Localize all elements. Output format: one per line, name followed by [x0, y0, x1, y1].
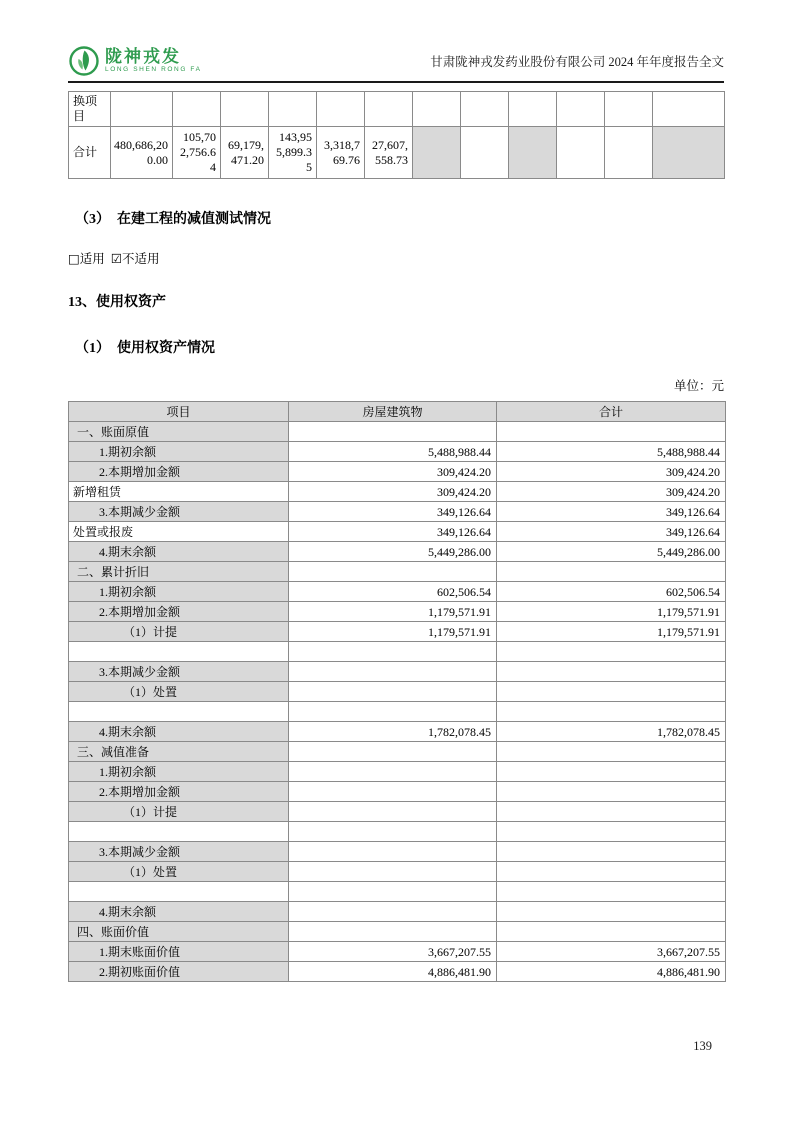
- logo-brand-subtitle: LONG SHEN RONG FA: [105, 66, 202, 74]
- row-label: 新增租赁: [69, 482, 289, 502]
- value-cell: [289, 562, 497, 582]
- value-cell: [497, 882, 726, 902]
- value-cell: 309,424.20: [497, 482, 726, 502]
- row-label: （1）计提: [69, 802, 289, 822]
- rou-table-body: [69, 422, 726, 982]
- empty-cell: [557, 92, 605, 127]
- value-cell: [289, 902, 497, 922]
- empty-cell: [653, 92, 725, 127]
- row-label: 2.本期增加金额: [69, 462, 289, 482]
- row-label: （1）处置: [69, 682, 289, 702]
- empty-cell: [173, 92, 221, 127]
- logo-brand-name: 陇神戎发: [105, 47, 181, 67]
- value-cell: [289, 702, 497, 722]
- value-cell: 5,488,988.44: [289, 442, 497, 462]
- value-cell: 4,886,481.90: [497, 962, 726, 982]
- logo-mark-icon: [68, 45, 100, 77]
- value-cell: 4,886,481.90: [289, 962, 497, 982]
- row-label: 1.期末账面价值: [69, 942, 289, 962]
- continued-table-body: [69, 92, 725, 179]
- row-label: 2.期初账面价值: [69, 962, 289, 982]
- value-cell: [289, 862, 497, 882]
- value-cell: [497, 682, 726, 702]
- value-cell: 3,667,207.55: [497, 942, 726, 962]
- empty-cell: [509, 127, 557, 179]
- row-label: 四、账面价值: [69, 922, 289, 942]
- value-cell: [497, 902, 726, 922]
- row-label: 3.本期减少金额: [69, 842, 289, 862]
- table-row: [69, 782, 726, 802]
- empty-cell: [317, 92, 365, 127]
- value-cell: [289, 922, 497, 942]
- table-row: [69, 642, 726, 662]
- total-value-cell: 105,702,756.64: [173, 127, 221, 179]
- table-row: [69, 702, 726, 722]
- table-row: [69, 602, 726, 622]
- page-header: [68, 45, 724, 83]
- empty-cell: [461, 92, 509, 127]
- table-row: [69, 842, 726, 862]
- table-row: [69, 482, 726, 502]
- company-logo: [68, 45, 202, 77]
- right-of-use-assets-table: [68, 401, 726, 982]
- table-row: [69, 542, 726, 562]
- table-row: [69, 127, 725, 179]
- row-label: 一、账面原值: [69, 422, 289, 442]
- row-label: 三、减值准备: [69, 742, 289, 762]
- row-label: 2.本期增加金额: [69, 782, 289, 802]
- row-label: （1）计提: [69, 622, 289, 642]
- empty-cell: [221, 92, 269, 127]
- value-cell: [497, 762, 726, 782]
- value-cell: [289, 662, 497, 682]
- table-row: [69, 562, 726, 582]
- empty-cell: [111, 92, 173, 127]
- value-cell: 349,126.64: [289, 502, 497, 522]
- applicability-line: [68, 249, 724, 267]
- page-number: 139: [693, 1039, 712, 1053]
- value-cell: 1,782,078.45: [289, 722, 497, 742]
- value-cell: 309,424.20: [289, 482, 497, 502]
- value-cell: [497, 922, 726, 942]
- row-label: [69, 642, 289, 662]
- row-label: 4.期末余额: [69, 722, 289, 742]
- table-row: [69, 942, 726, 962]
- col-header-total: 合计: [497, 402, 726, 422]
- table-row: [69, 882, 726, 902]
- table-row: [69, 962, 726, 982]
- row-label: 处置或报废: [69, 522, 289, 542]
- total-value-cell: 27,607,558.73: [365, 127, 413, 179]
- table-row: [69, 92, 725, 127]
- value-cell: [289, 822, 497, 842]
- table-row: [69, 422, 726, 442]
- value-cell: [497, 782, 726, 802]
- row-label: 3.本期减少金额: [69, 502, 289, 522]
- value-cell: 5,449,286.00: [497, 542, 726, 562]
- value-cell: [289, 882, 497, 902]
- table-row: [69, 922, 726, 942]
- value-cell: 1,179,571.91: [497, 622, 726, 642]
- row-label: 1.期初余额: [69, 762, 289, 782]
- row-label: [69, 882, 289, 902]
- value-cell: 1,179,571.91: [289, 622, 497, 642]
- empty-cell: [413, 127, 461, 179]
- empty-cell: [413, 92, 461, 127]
- table-row: [69, 902, 726, 922]
- col-header-item: 项目: [69, 402, 289, 422]
- value-cell: [289, 782, 497, 802]
- empty-cell: [461, 127, 509, 179]
- empty-cell: [509, 92, 557, 127]
- row-label: 4.期末余额: [69, 902, 289, 922]
- row-label: 1.期初余额: [69, 442, 289, 462]
- value-cell: [497, 702, 726, 722]
- table-row: [69, 622, 726, 642]
- empty-cell: [365, 92, 413, 127]
- table-row: [69, 722, 726, 742]
- empty-cell: [557, 127, 605, 179]
- table-row: [69, 822, 726, 842]
- value-cell: 1,179,571.91: [497, 602, 726, 622]
- value-cell: [289, 682, 497, 702]
- table-row: [69, 462, 726, 482]
- row-label: 4.期末余额: [69, 542, 289, 562]
- value-cell: 349,126.64: [497, 522, 726, 542]
- table-row: [69, 582, 726, 602]
- value-cell: 602,506.54: [497, 582, 726, 602]
- row-label: 3.本期减少金额: [69, 662, 289, 682]
- empty-cell: [605, 127, 653, 179]
- table-row: [69, 762, 726, 782]
- value-cell: 1,782,078.45: [497, 722, 726, 742]
- table-row: [69, 862, 726, 882]
- value-cell: [497, 802, 726, 822]
- total-value-cell: 3,318,769.76: [317, 127, 365, 179]
- value-cell: 1,179,571.91: [289, 602, 497, 622]
- unit-label: 单位：元: [673, 379, 724, 393]
- row-label: 合计: [69, 127, 111, 179]
- value-cell: 5,449,286.00: [289, 542, 497, 562]
- value-cell: 309,424.20: [289, 462, 497, 482]
- empty-cell: [269, 92, 317, 127]
- value-cell: 349,126.64: [289, 522, 497, 542]
- table-row: [69, 502, 726, 522]
- value-cell: [497, 742, 726, 762]
- row-label: 1.期初余额: [69, 582, 289, 602]
- value-cell: [497, 842, 726, 862]
- logo-text: [105, 48, 202, 74]
- row-label: 2.本期增加金额: [69, 602, 289, 622]
- checkbox-applicable: □适用: [68, 251, 105, 266]
- value-cell: [289, 422, 497, 442]
- section-heading-right-of-use-assets: 13、使用权资产: [68, 295, 166, 310]
- total-value-cell: 69,179,471.20: [221, 127, 269, 179]
- total-value-cell: 143,955,899.35: [269, 127, 317, 179]
- construction-in-progress-continued-table: [68, 91, 725, 179]
- row-label: [69, 702, 289, 722]
- col-header-buildings: 房屋建筑物: [289, 402, 497, 422]
- subsection-heading-rou-details: （1） 使用权资产情况: [75, 341, 215, 356]
- value-cell: [497, 662, 726, 682]
- value-cell: [497, 822, 726, 842]
- value-cell: [289, 802, 497, 822]
- table-row: [69, 742, 726, 762]
- table-row: [69, 522, 726, 542]
- value-cell: [497, 422, 726, 442]
- section-heading-impairment-test: （3） 在建工程的减值测试情况: [75, 212, 271, 227]
- value-cell: [289, 762, 497, 782]
- value-cell: 349,126.64: [497, 502, 726, 522]
- table-row: [69, 682, 726, 702]
- row-label: 换项目: [69, 92, 111, 127]
- row-label: 二、累计折旧: [69, 562, 289, 582]
- report-title: 甘肃陇神戎发药业股份有限公司 2024 年年度报告全文: [430, 55, 724, 69]
- value-cell: 602,506.54: [289, 582, 497, 602]
- table-header-row: [69, 402, 726, 422]
- value-cell: [497, 642, 726, 662]
- value-cell: 309,424.20: [497, 462, 726, 482]
- value-cell: [289, 642, 497, 662]
- empty-cell: [653, 127, 725, 179]
- value-cell: [289, 742, 497, 762]
- row-label: [69, 822, 289, 842]
- value-cell: 5,488,988.44: [497, 442, 726, 462]
- checkbox-not-applicable: ☑不适用: [110, 251, 160, 266]
- row-label: （1）处置: [69, 862, 289, 882]
- table-row: [69, 442, 726, 462]
- table-row: [69, 802, 726, 822]
- value-cell: [497, 562, 726, 582]
- value-cell: 3,667,207.55: [289, 942, 497, 962]
- value-cell: [497, 862, 726, 882]
- empty-cell: [605, 92, 653, 127]
- value-cell: [289, 842, 497, 862]
- table-row: [69, 662, 726, 682]
- total-value-cell: 480,686,200.00: [111, 127, 173, 179]
